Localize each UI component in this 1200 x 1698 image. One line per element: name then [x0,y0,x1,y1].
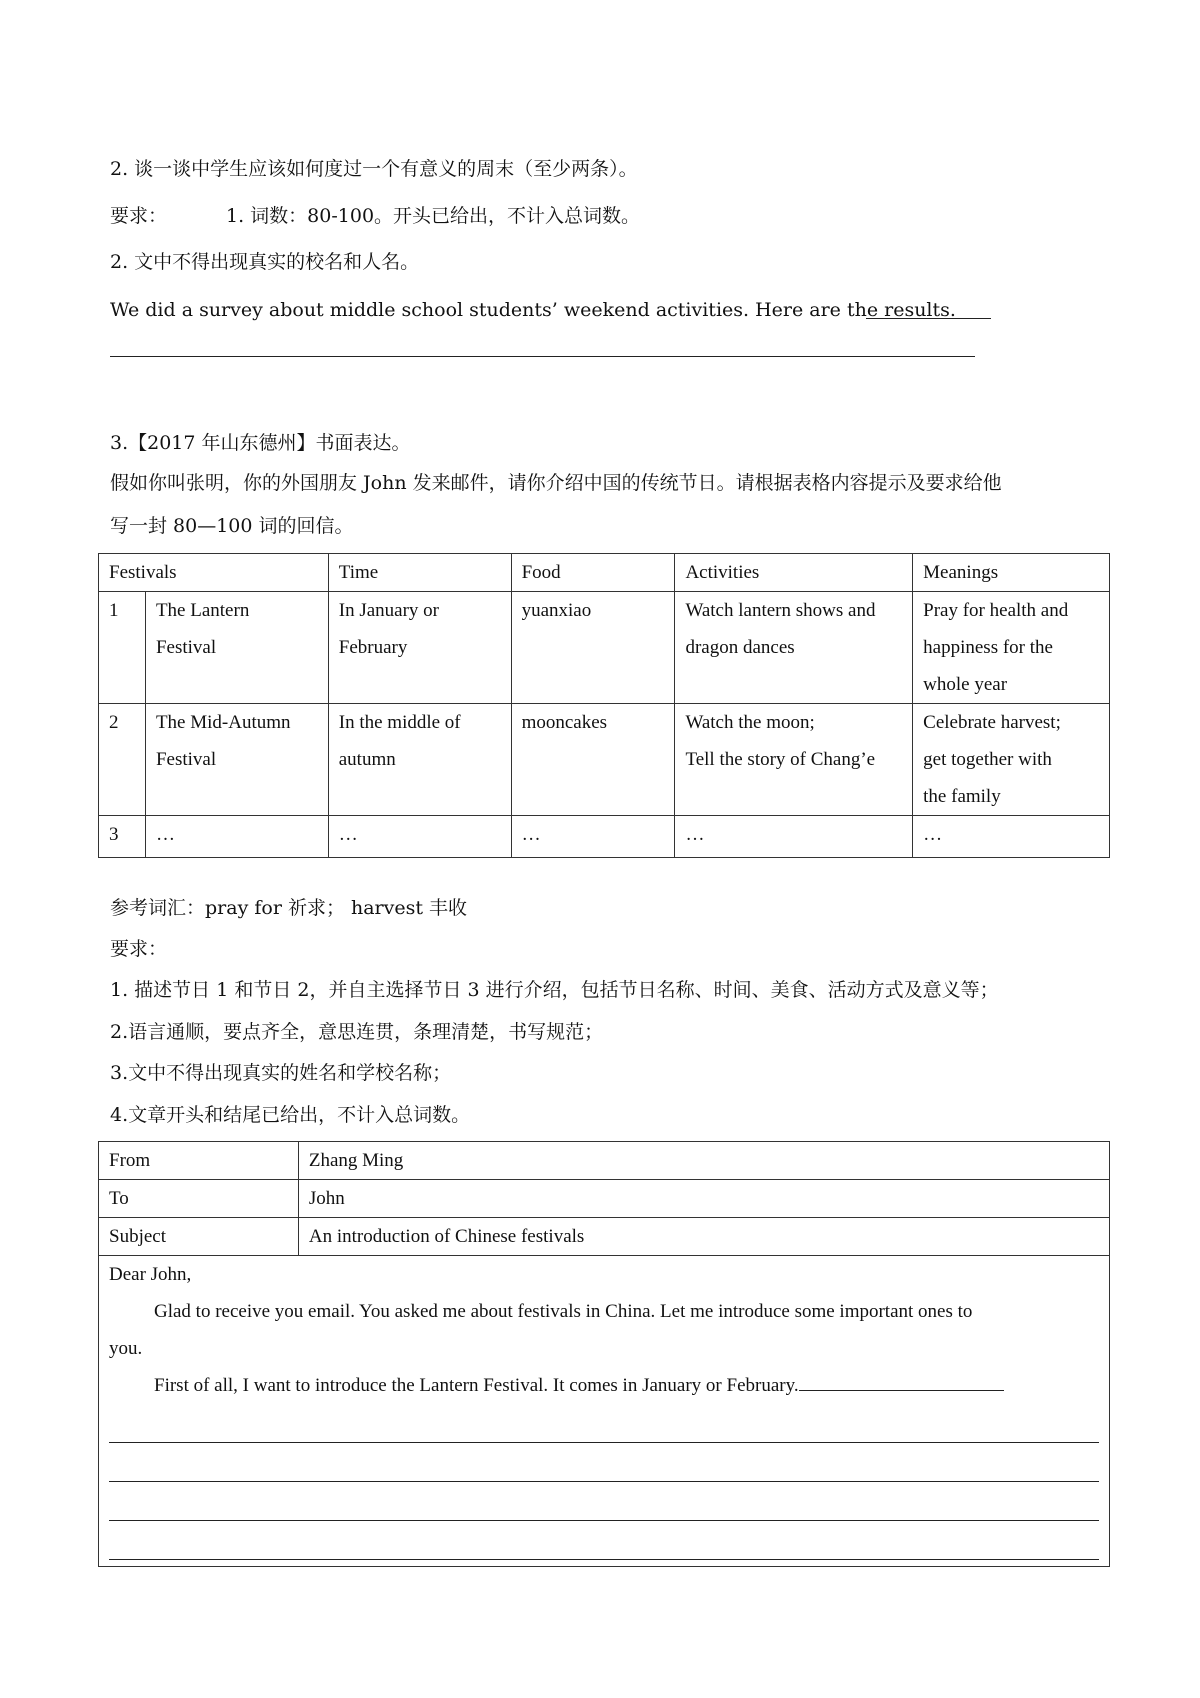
meanings-cell [913,592,1110,704]
vocabulary-note: 参考词汇：pray for 祈求； harvest 丰收 [110,897,468,919]
email-paragraph-1-end: you. [109,1338,143,1359]
cell-text: February [338,637,408,658]
email-paragraph-1: Glad to receive you email. You asked me about festivals in China. Let me introduce some important ones to [154,1301,973,1322]
header-cell: Food [511,554,675,592]
email-table [98,1141,1110,1567]
email-paragraph-2 [99,1367,1109,1404]
q2-opening-sentence: We did a survey about middle school students’ weekend activities. Here are the results. [110,299,956,321]
subject-label: Subject [99,1218,299,1256]
requirement-4: 4.文章开头和结尾已给出，不计入总词数。 [110,1104,471,1126]
cell-text: dragon dances [685,637,795,658]
to-value: John [298,1180,1109,1218]
activities-cell: … [675,816,913,858]
row-number: 2 [99,704,146,816]
cell-text: Festival [155,749,217,770]
requirement-2: 2.语言通顺，要点齐全，意思连贯，条理清楚，书写规范； [110,1021,604,1043]
cell-text: autumn [338,749,396,770]
activities-cell [675,704,913,816]
cell-text: In the middle of [338,712,461,733]
cell-text: Tell the story of Chang’e [685,749,876,770]
row-number: 3 [99,816,146,858]
answer-blank[interactable] [799,1372,1004,1391]
email-body [99,1256,1110,1567]
q2-title: 2. 谈一谈中学生应该如何度过一个有意义的周末（至少两条）。 [110,158,638,180]
requirements-label: 要求： [110,938,168,960]
meanings-cell: … [913,816,1110,858]
email-subject-row [99,1218,1110,1256]
q2-requirement-1: 1. 词数：80-100。开头已给出，不计入总词数。 [226,205,641,227]
email-paragraph-2-text: First of all, I want to introduce the Lantern Festival. It comes in January or February. [154,1375,799,1396]
answer-line[interactable] [109,1404,1099,1443]
cell-text: Watch lantern shows and [685,600,876,621]
from-label: From [99,1142,299,1180]
time-cell [328,592,511,704]
requirement-3: 3.文中不得出现真实的姓名和学校名称； [110,1062,452,1084]
time-cell: … [328,816,511,858]
subject-value: An introduction of Chinese festivals [298,1218,1109,1256]
q3-prompt-line-1: 假如你叫张明，你的外国朋友 John 发来邮件，请你介绍中国的传统节日。请根据表格内容提示及要求给他 [110,472,1002,494]
from-value: Zhang Ming [298,1142,1109,1180]
cell-text: Festival [155,637,217,658]
answer-line[interactable] [109,1443,1099,1482]
cell-text: Watch the moon; [685,712,815,733]
table-row [99,592,1110,704]
festival-cell: … [145,816,328,858]
table-row [99,816,1110,858]
q2-requirement-2: 2. 文中不得出现真实的校名和人名。 [110,251,420,273]
header-cell: Meanings [913,554,1110,592]
cell-text: Celebrate harvest; [923,712,1061,733]
to-label: To [99,1180,299,1218]
cell-text: the family [923,786,1001,807]
activities-cell [675,592,913,704]
cell-text: The Mid-Autumn [155,712,291,733]
header-cell: Festivals [99,554,329,592]
email-greeting: Dear John, [109,1264,192,1285]
festival-table-header-row [99,554,1110,592]
time-cell [328,704,511,816]
food-cell: mooncakes [511,704,675,816]
festival-cell [145,704,328,816]
q3-title: 3.【2017 年山东德州】书面表达。 [110,432,411,454]
q3-prompt-line-2: 写一封 80—100 词的回信。 [110,515,354,537]
cell-text: In January or [338,600,439,621]
header-cell: Activities [675,554,913,592]
answer-line[interactable] [109,1482,1099,1521]
email-to-row [99,1180,1110,1218]
q2-answer-blank[interactable] [866,318,991,319]
row-number: 1 [99,592,146,704]
cell-text: Pray for health and [923,600,1069,621]
header-cell: Time [328,554,511,592]
cell-text: happiness for the [923,637,1053,658]
festival-cell [145,592,328,704]
answer-line[interactable] [109,1521,1099,1560]
email-body-row [99,1256,1110,1567]
cell-text: The Lantern [155,600,250,621]
q2-requirements-label: 要求： [110,205,168,227]
food-cell: yuanxiao [511,592,675,704]
festival-table [98,553,1110,858]
food-cell: … [511,816,675,858]
cell-text: whole year [923,674,1008,695]
email-from-row [99,1142,1110,1180]
table-row [99,704,1110,816]
requirement-1: 1. 描述节日 1 和节日 2，并自主选择节日 3 进行介绍，包括节日名称、时间、美食、活动方式及意义等； [110,979,999,1001]
q2-answer-line[interactable] [110,356,975,357]
meanings-cell [913,704,1110,816]
cell-text: get together with [923,749,1052,770]
